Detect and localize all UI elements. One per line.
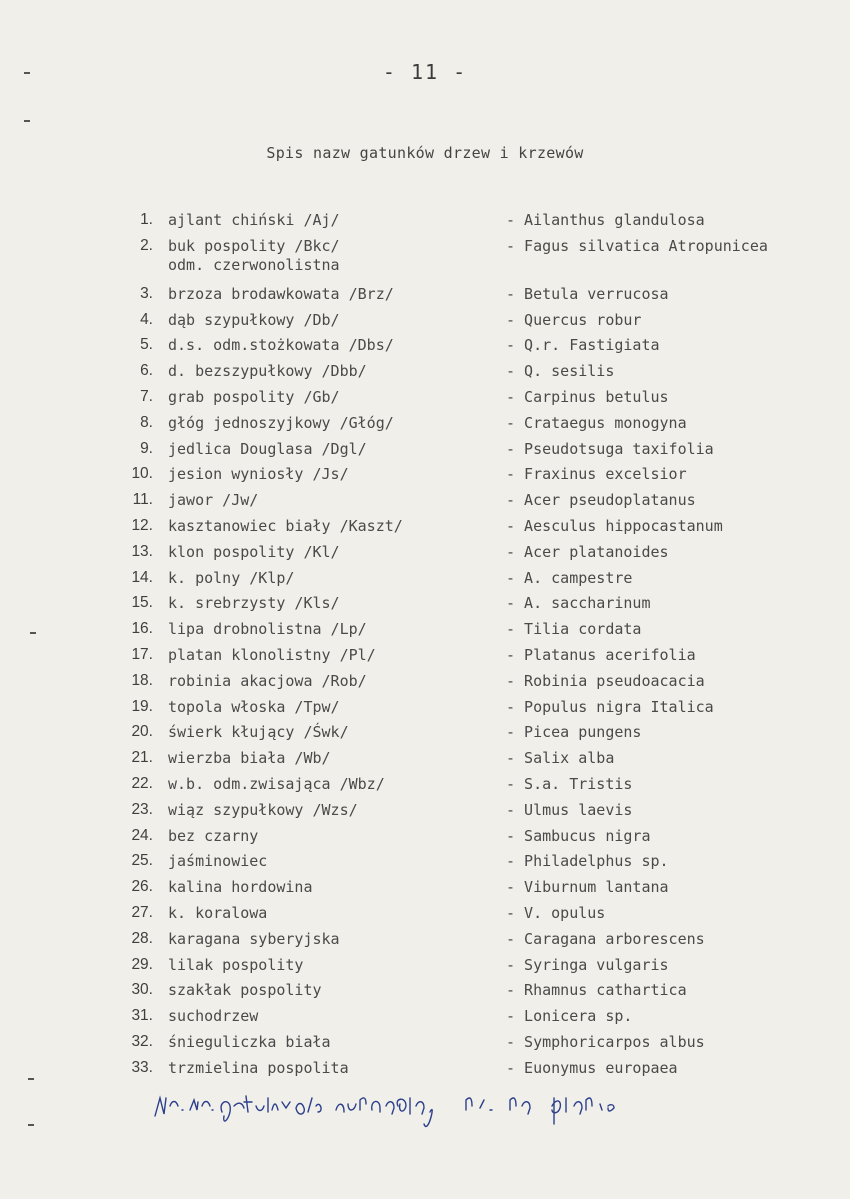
list-item <box>0 283 850 309</box>
polish-name: lipa drobnolistna /Lp/ <box>168 620 367 639</box>
polish-name: śnieguliczka biała <box>168 1032 331 1051</box>
entry-number: 11. <box>132 491 153 509</box>
list-item <box>0 567 850 593</box>
latin-name: - Salix alba <box>506 749 615 768</box>
list-item <box>0 825 850 851</box>
latin-name: - Symphoricarpos albus <box>506 1032 705 1051</box>
latin-name: - Aesculus hippocastanum <box>506 516 723 535</box>
polish-name: jaśminowiec <box>168 852 268 871</box>
list-item <box>0 334 850 360</box>
polish-name: wiąz szypułkowy /Wzs/ <box>168 800 358 819</box>
polish-name: grab pospolity /Gb/ <box>168 387 340 406</box>
polish-name: świerk kłujący /Śwk/ <box>168 723 349 742</box>
polish-name: d.s. odm.stożkowata /Dbs/ <box>168 336 394 355</box>
margin-mark <box>28 1124 34 1126</box>
list-item <box>0 541 850 567</box>
polish-name: k. koralowa <box>168 903 268 922</box>
latin-name: - Carpinus betulus <box>506 387 669 406</box>
polish-name: bez czarny <box>168 826 259 845</box>
list-item <box>0 850 850 876</box>
latin-name: - Platanus acerifolia <box>506 645 696 664</box>
polish-name: ajlant chiński /Aj/ <box>168 211 340 229</box>
list-item <box>0 928 850 954</box>
list-item <box>0 670 850 696</box>
list-item <box>0 876 850 902</box>
entry-number: 9. <box>140 439 153 457</box>
polish-name: karagana syberyjska <box>168 929 340 948</box>
polish-name: kalina hordowina <box>168 878 313 897</box>
polish-name: dąb szypułkowy /Db/ <box>168 310 340 329</box>
polish-name: platan klonolistny /Pl/ <box>168 645 376 664</box>
latin-name: - Picea pungens <box>506 723 642 742</box>
list-item <box>0 954 850 980</box>
polish-name: jawor /Jw/ <box>168 491 259 510</box>
polish-name: wierzba biała /Wb/ <box>168 749 331 768</box>
latin-name: - Caragana arborescens <box>506 929 705 948</box>
latin-name: - S.a. Tristis <box>506 774 633 793</box>
latin-name: - Ulmus laevis <box>506 800 633 819</box>
latin-name: - V. opulus <box>506 903 606 922</box>
margin-mark <box>24 120 30 122</box>
polish-name: kasztanowiec biały /Kaszt/ <box>168 516 403 535</box>
entry-number: 17. <box>131 645 153 663</box>
list-item <box>0 1005 850 1031</box>
list-item <box>0 360 850 386</box>
entry-number: 31. <box>131 1007 153 1025</box>
entry-number: 5. <box>140 336 153 354</box>
entry-number: 2. <box>140 236 153 254</box>
polish-name: k. srebrzysty /Kls/ <box>168 594 340 613</box>
latin-name: - Populus nigra Italica <box>506 697 714 716</box>
entry-number: 16. <box>131 620 153 638</box>
list-item <box>0 696 850 722</box>
entry-number: 33. <box>131 1058 153 1076</box>
entry-number: 24. <box>131 826 153 844</box>
list-item <box>0 747 850 773</box>
polish-name: d. bezszypułkowy /Dbb/ <box>168 362 367 381</box>
entry-number: 22. <box>131 774 153 792</box>
entry-number: 4. <box>140 310 153 328</box>
polish-name: lilak pospolity <box>168 955 304 974</box>
entry-number: 26. <box>131 878 153 896</box>
list-item <box>0 618 850 644</box>
entry-number: 27. <box>131 903 153 921</box>
list-item <box>0 412 850 438</box>
handwritten-note <box>150 1076 630 1136</box>
entry-number: 30. <box>131 981 153 999</box>
entry-number: 3. <box>140 284 153 302</box>
list-item <box>0 489 850 515</box>
latin-name: - Fagus silvatica Atropunicea <box>506 236 768 255</box>
entry-number: 19. <box>131 697 153 715</box>
polish-name: topola włoska /Tpw/ <box>168 697 340 716</box>
entry-number: 29. <box>131 955 153 973</box>
entry-number: 12. <box>131 516 153 534</box>
list-item <box>0 799 850 825</box>
latin-name: - Viburnum lantana <box>506 878 669 897</box>
list-item <box>0 463 850 489</box>
latin-name: - Tilia cordata <box>506 620 642 639</box>
latin-name: - Lonicera sp. <box>506 1007 633 1026</box>
latin-name: - Acer pseudoplatanus <box>506 491 696 510</box>
species-list <box>0 209 850 1083</box>
latin-name: - Q.r. Fastigiata <box>506 336 660 355</box>
polish-name: suchodrzew <box>168 1007 259 1026</box>
entry-number: 7. <box>140 387 153 405</box>
list-item <box>0 386 850 412</box>
polish-name: k. polny /Klp/ <box>168 568 295 587</box>
list-item <box>0 773 850 799</box>
polish-name: brzoza brodawkowata /Brz/ <box>168 284 394 303</box>
latin-name: - Fraxinus excelsior <box>506 465 687 484</box>
list-item <box>0 209 850 235</box>
polish-name: trzmielina pospolita <box>168 1058 349 1077</box>
latin-name: - Crataegus monogyna <box>506 413 687 432</box>
latin-name: - Rhamnus cathartica <box>506 981 687 1000</box>
entry-number: 25. <box>131 852 153 870</box>
list-item <box>0 438 850 464</box>
list-item <box>0 309 850 335</box>
page-title: Spis nazw gatunków drzew i krzewów <box>266 144 584 162</box>
page-number: - 11 - <box>382 60 468 84</box>
list-item <box>0 902 850 928</box>
latin-name: - Pseudotsuga taxifolia <box>506 439 714 458</box>
polish-name: w.b. odm.zwisająca /Wbz/ <box>168 774 385 793</box>
polish-name: klon pospolity /Kl/ <box>168 542 340 561</box>
latin-name: - Euonymus europaea <box>506 1058 678 1077</box>
list-item <box>0 979 850 1005</box>
latin-name: - Ailanthus glandulosa <box>506 211 705 229</box>
polish-name: jesion wyniosły /Js/ <box>168 465 349 484</box>
list-item <box>0 1031 850 1057</box>
list-item <box>0 235 850 283</box>
latin-name: - Philadelphus sp. <box>506 852 669 871</box>
list-item <box>0 592 850 618</box>
entry-number: 32. <box>131 1032 153 1050</box>
list-item <box>0 644 850 670</box>
entry-number: 1. <box>140 211 153 228</box>
polish-name: szakłak pospolity <box>168 981 322 1000</box>
list-item <box>0 515 850 541</box>
entry-number: 6. <box>140 362 153 380</box>
entry-number: 13. <box>131 542 153 560</box>
polish-name: jedlica Douglasa /Dgl/ <box>168 439 367 458</box>
entry-number: 18. <box>131 671 153 689</box>
entry-number: 15. <box>131 594 153 612</box>
latin-name: - Quercus robur <box>506 310 642 329</box>
latin-name: - Acer platanoides <box>506 542 669 561</box>
entry-number: 28. <box>131 929 153 947</box>
entry-number: 14. <box>131 568 153 586</box>
latin-name: - Robinia pseudoacacia <box>506 671 705 690</box>
latin-name: - Syringa vulgaris <box>506 955 669 974</box>
entry-number: 10. <box>131 465 153 483</box>
polish-name: robinia akacjowa /Rob/ <box>168 671 367 690</box>
entry-number: 20. <box>131 723 153 741</box>
entry-number: 23. <box>131 800 153 818</box>
latin-name: - Betula verrucosa <box>506 284 669 303</box>
latin-name: - A. campestre <box>506 568 633 587</box>
polish-name: buk pospolity /Bkc/ <box>168 236 340 255</box>
polish-name-continued: odm. czerwonolistna <box>168 255 340 274</box>
latin-name: - Sambucus nigra <box>506 826 651 845</box>
latin-name: - Q. sesilis <box>506 362 615 381</box>
polish-name: głóg jednoszyjkowy /Głóg/ <box>168 413 394 432</box>
list-item <box>0 721 850 747</box>
entry-number: 21. <box>131 749 153 767</box>
latin-name: - A. saccharinum <box>506 594 651 613</box>
entry-number: 8. <box>140 413 153 431</box>
